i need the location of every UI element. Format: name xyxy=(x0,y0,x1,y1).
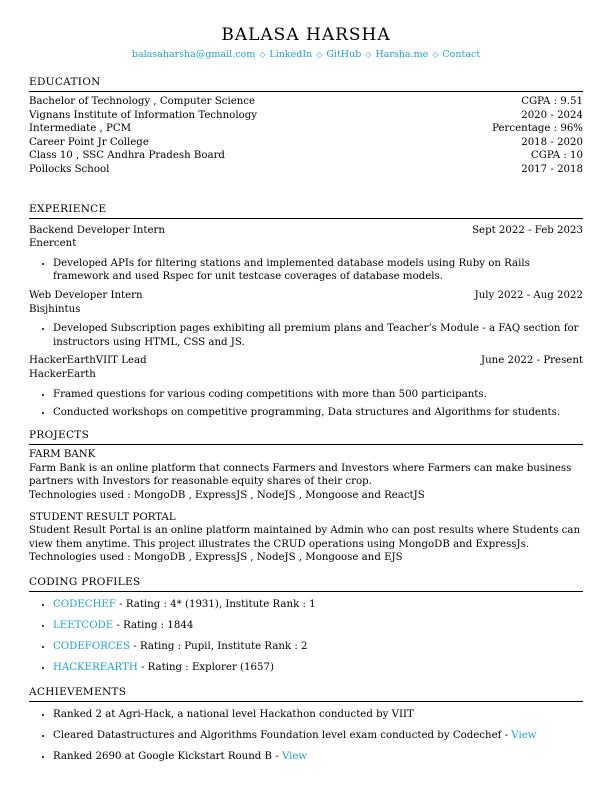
job-dates: June 2022 - Present xyxy=(481,355,583,367)
project-name: STUDENT RESULT PORTAL xyxy=(29,511,176,523)
linkedin-link[interactable]: LinkedIn xyxy=(269,49,313,60)
job-header xyxy=(29,354,583,368)
contact-links xyxy=(29,49,583,61)
institution: Vignans Institute of Information Technology xyxy=(29,109,257,121)
coding-profiles-list xyxy=(29,598,583,674)
profile-detail: - Rating : 1844 xyxy=(113,619,194,631)
grade: CGPA : 10 xyxy=(530,150,583,162)
projects-heading: PROJECTS xyxy=(29,429,583,445)
education-row xyxy=(29,149,583,163)
leetcode-link[interactable]: LEETCODE xyxy=(53,619,114,631)
codechef-link[interactable]: CODECHEF xyxy=(53,598,116,610)
job-header xyxy=(29,224,583,238)
years: 2017 - 2018 xyxy=(521,163,583,175)
job-bullet: • Developed Subscription pages exhibiting all premium plans and Teacher’s Module - a FAQ section for instructors using HTML, CSS and JS. xyxy=(53,322,583,349)
degree: Bachelor of Technology , Computer Science xyxy=(29,96,256,107)
view-kickstart-link[interactable]: View xyxy=(281,750,308,762)
institution: Pollocks School xyxy=(29,163,110,175)
project-description: Student Result Portal is an online platform maintained by Admin who can post results where Students can view them anytime. This project illustrates the CRUD operations using MongoDB and ExpressJs. xyxy=(29,525,581,550)
hackerearth-link[interactable]: HACKEREARTH xyxy=(53,661,138,673)
job-dates: July 2022 - Aug 2022 xyxy=(474,289,583,301)
job-role: Web Developer Intern xyxy=(29,289,143,301)
job-bullet: • Framed questions for various coding competitions with more than 500 participants. xyxy=(53,388,583,402)
website-link[interactable]: Harsha.me xyxy=(375,49,429,60)
achievement-item xyxy=(53,729,583,743)
degree: Intermediate , PCM xyxy=(29,123,132,135)
email-link[interactable]: balasaharsha@gmail.com xyxy=(131,49,256,60)
profile-detail: - Rating : Pupil, Institute Rank : 2 xyxy=(130,640,308,652)
education-row xyxy=(29,122,583,136)
job-bullets xyxy=(29,388,583,420)
job-company: Bisjhintus xyxy=(29,303,81,315)
achievement-item xyxy=(53,708,583,722)
education-row xyxy=(29,163,583,177)
diamond-separator-icon: ◇ xyxy=(316,50,323,59)
job-header xyxy=(29,289,583,303)
contact-link[interactable]: Contact xyxy=(442,49,481,60)
coding-profiles-heading: CODING PROFILES xyxy=(29,576,583,592)
grade: CGPA : 9.51 xyxy=(521,96,583,107)
job-bullets xyxy=(29,257,583,284)
job-role: HackerEarthVIIT Lead xyxy=(29,355,147,367)
achievement-text: Ranked 2690 at Google Kickstart Round B - xyxy=(53,750,282,762)
job-bullet: • Conducted workshops on competitive programming, Data structures and Algorithms for students. xyxy=(53,406,583,420)
years: 2020 - 2024 xyxy=(521,109,583,121)
project-description: Farm Bank is an online platform that connects Farmers and Investors where Farmers can make business partners with Investors for reasonable equity shares of their crop. xyxy=(29,462,572,488)
job-dates: Sept 2022 - Feb 2023 xyxy=(472,224,583,236)
coding-profile-item xyxy=(53,661,583,675)
achievement-item xyxy=(53,750,583,764)
job-company: HackerEarth xyxy=(29,368,96,380)
resume-page xyxy=(29,0,583,764)
codeforces-link[interactable]: CODEFORCES xyxy=(53,640,131,652)
job-bullet: • Developed APIs for filtering stations and implemented database models using Ruby on Rails framework and used Rspec for unit testcase coverages of database models. xyxy=(53,257,583,284)
education-row xyxy=(29,136,583,150)
grade: Percentage : 96% xyxy=(492,123,583,135)
job-bullets xyxy=(29,322,583,349)
github-link[interactable]: GitHub xyxy=(326,49,362,60)
coding-profile-item xyxy=(53,598,583,612)
candidate-name: BALASA HARSHA xyxy=(221,25,391,45)
institution: Career Point Jr College xyxy=(29,136,149,148)
profile-detail: - Rating : Explorer (1657) xyxy=(137,661,274,673)
education-section xyxy=(29,95,583,177)
coding-profile-item xyxy=(53,640,583,654)
degree: Class 10 , SSC Andhra Pradesh Board xyxy=(29,150,225,162)
experience-heading: EXPERIENCE xyxy=(29,203,583,219)
coding-profile-item xyxy=(53,619,583,633)
education-heading: EDUCATION xyxy=(29,76,583,92)
education-row xyxy=(29,95,583,109)
job-entry xyxy=(29,224,583,284)
project-tech: Technologies used : MongoDB , ExpressJS , NodeJS , Mongoose and EJS xyxy=(29,552,403,564)
years: 2018 - 2020 xyxy=(521,136,583,148)
profile-detail: - Rating : 4* (1931), Institute Rank : 1 xyxy=(115,598,316,610)
view-certificate-link[interactable]: View xyxy=(511,730,537,742)
project-tech: Technologies used : MongoDB , ExpressJS , NodeJS , Mongoose and ReactJS xyxy=(29,489,425,501)
project-name: FARM BANK xyxy=(29,449,96,461)
job-entry xyxy=(29,289,583,349)
project-entry xyxy=(29,511,583,565)
achievement-text: Ranked 2 at Agri-Hack, a national level Hackathon conducted by VIIT xyxy=(53,709,414,721)
job-entry xyxy=(29,354,583,419)
diamond-separator-icon: ◇ xyxy=(365,50,372,59)
job-role: Backend Developer Intern xyxy=(29,224,165,236)
achievements-heading: ACHIEVEMENTS xyxy=(29,686,583,702)
achievements-list xyxy=(29,708,583,763)
education-row xyxy=(29,109,583,123)
achievement-text: Cleared Datastructures and Algorithms Foundation level exam conducted by Codechef - xyxy=(53,730,512,742)
project-entry xyxy=(29,448,583,502)
diamond-separator-icon: ◇ xyxy=(259,50,266,59)
job-company: Enercent xyxy=(29,238,77,250)
diamond-separator-icon: ◇ xyxy=(432,50,439,59)
